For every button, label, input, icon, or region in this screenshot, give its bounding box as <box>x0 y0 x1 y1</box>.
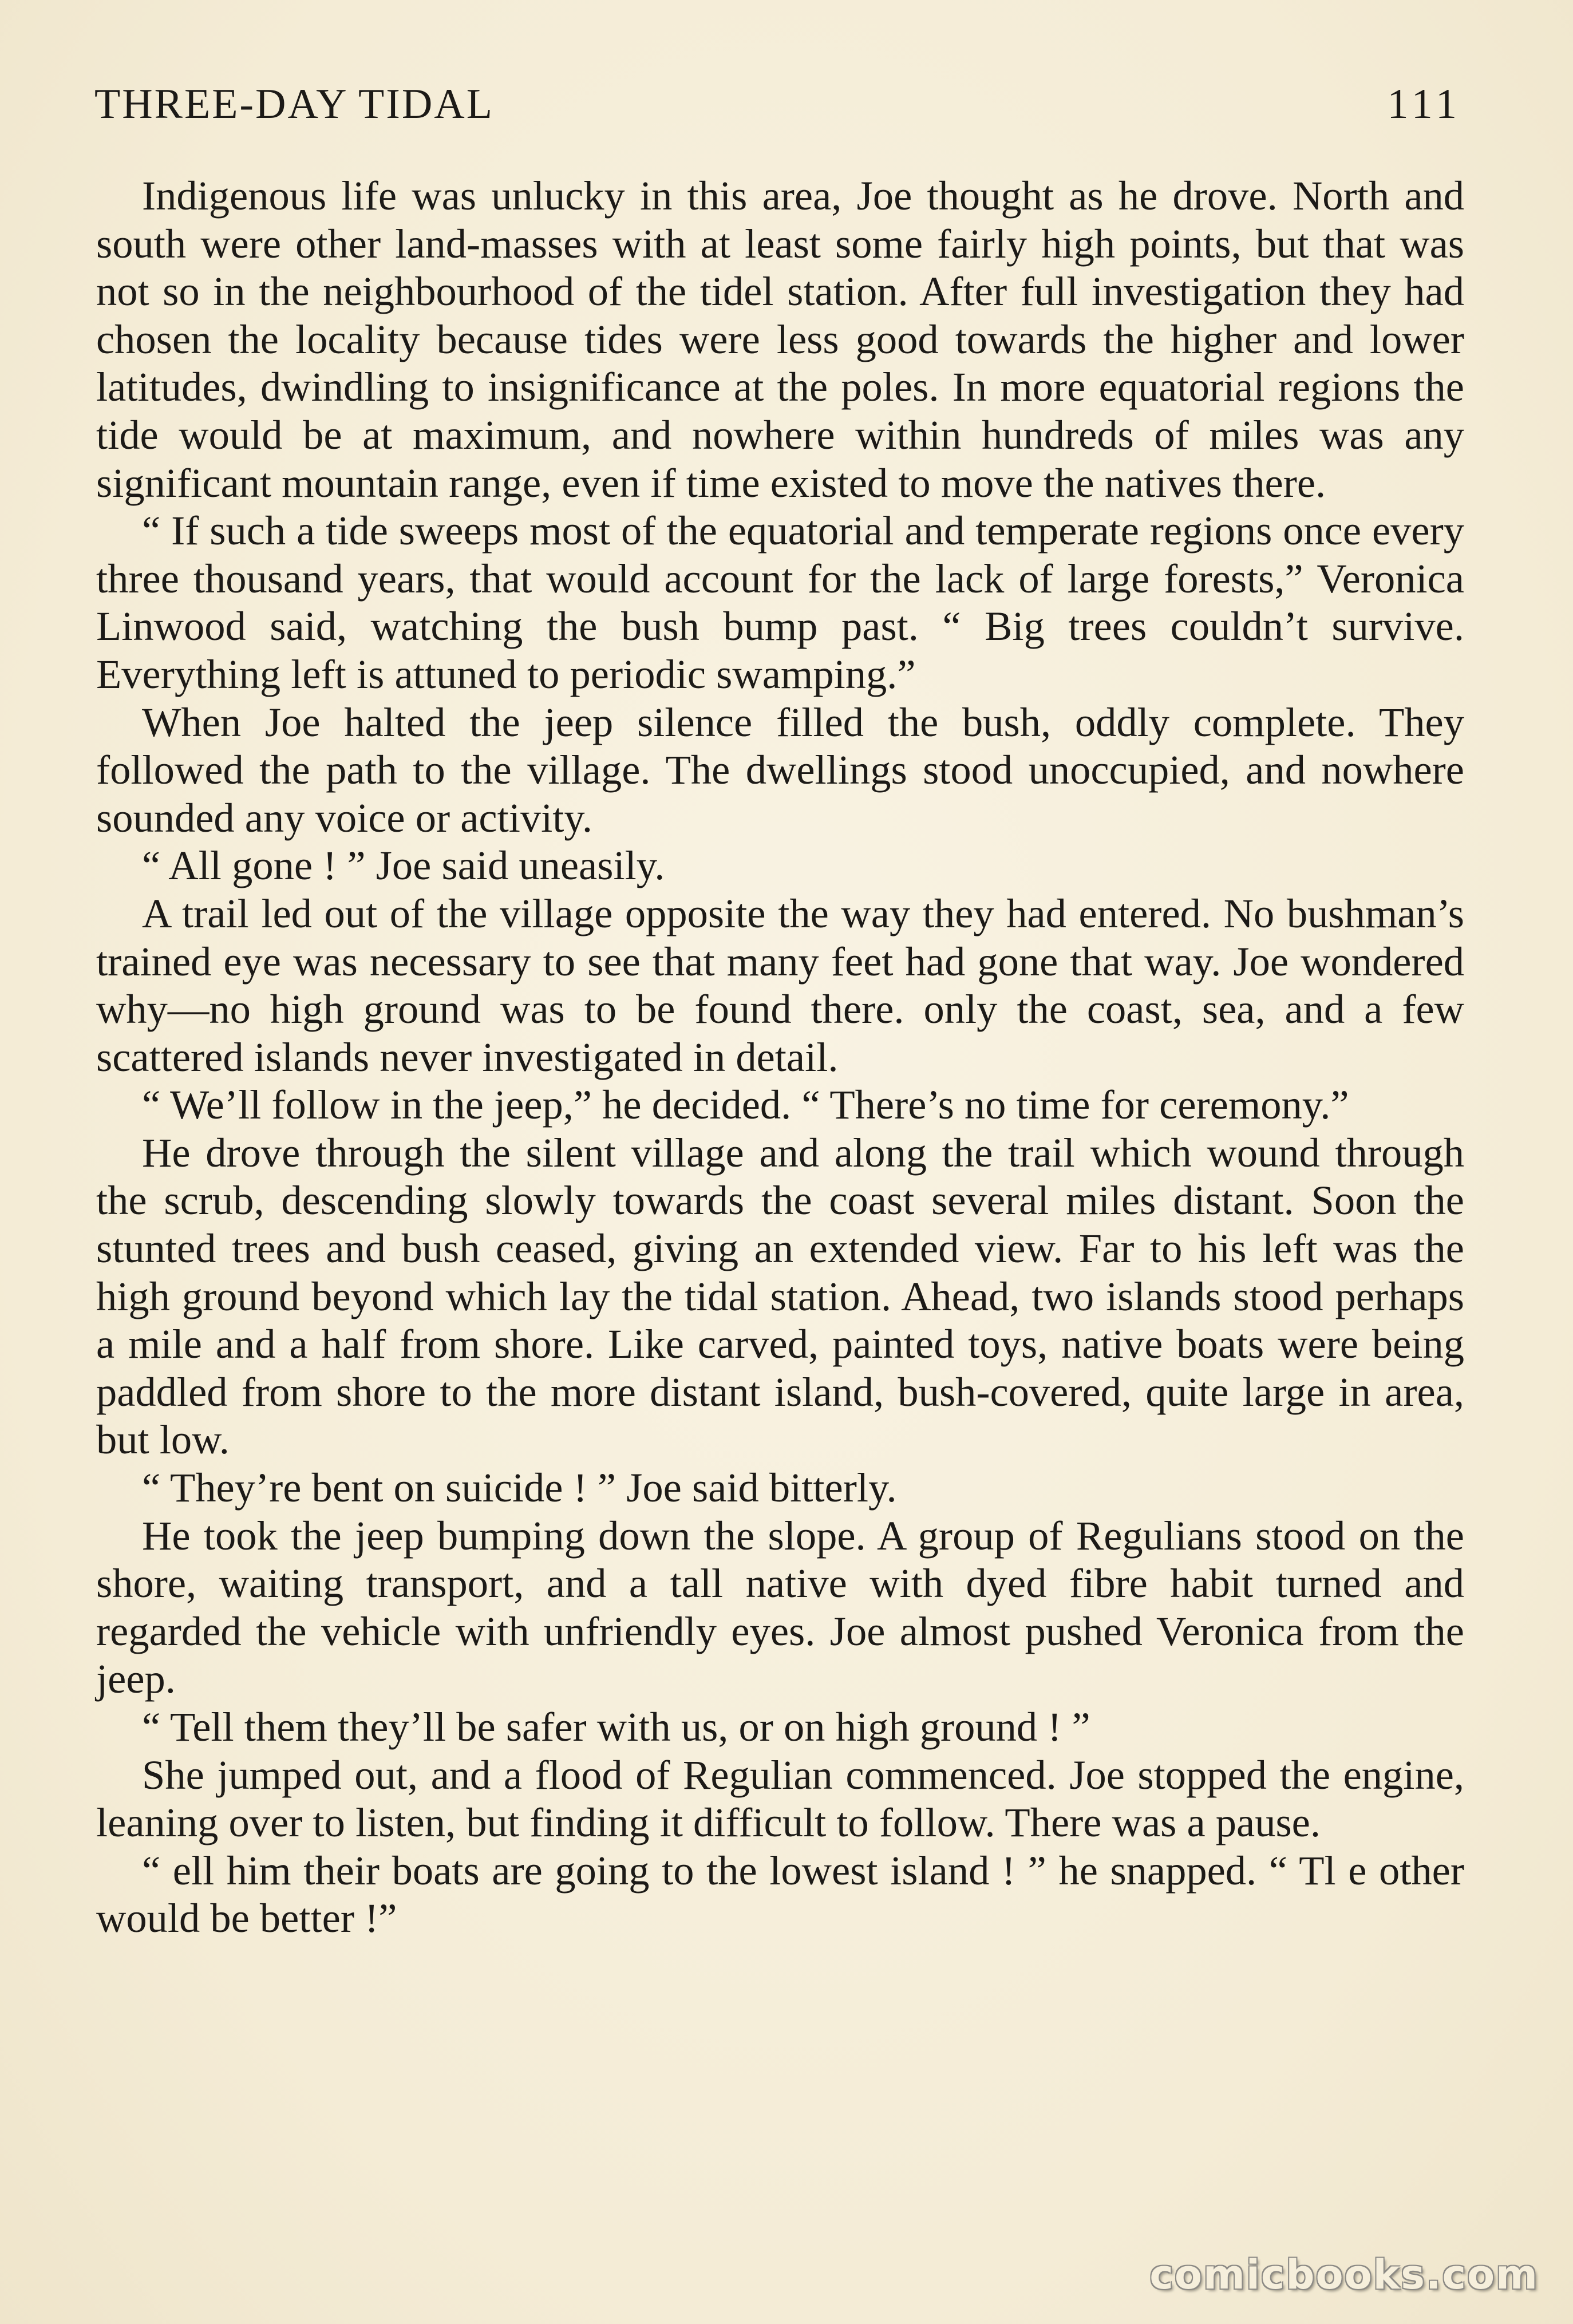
paragraph: He took the jeep bumping down the slope. A group of Regulians stood on the shore, waiting transport, and a tall native with dyed fibre habit turned and regarded the vehicle with unfriendly eyes. Joe almost pushed Veronica from the jeep. <box>96 1512 1464 1702</box>
paragraph: He drove through the silent village and along the trail which wound through the scrub, descending slowly towards the coast several miles distant. Soon the stunted trees and bush ceased, giving an extended view. Far to his left was the high ground beyond which lay the tidal station. Ahead, two islands stood perhaps a mile and a half from shore. Like carved, painted toys, native boats were being paddled from shore to the more distant island, bush-covered, quite large in area, but low. <box>96 1129 1464 1463</box>
paragraph: When Joe halted the jeep silence filled the bush, oddly complete. They followed the path to the village. The dwellings stood unoccupied, and nowhere sounded any voice or activity. <box>96 698 1464 841</box>
paragraph: “ If such a tide sweeps most of the equatorial and temperate regions once every three thousand years, that would account for the lack of large forests,” Veronica Linwood said, watching the bush bump past. “ Big trees couldn’t survive. Everything left is attuned to periodic swamping.” <box>96 507 1464 697</box>
paragraph: “ All gone ! ” Joe said uneasily. <box>142 842 665 889</box>
paragraph: A trail led out of the village opposite the way they had entered. No bushman’s trained eye was necessary to see that many feet had gone that way. Joe wondered why—no high ground was to be found there. only the coast, sea, and a few scattered islands never investigated in detail. <box>96 890 1464 1080</box>
running-title: THREE-DAY TIDAL <box>94 81 494 128</box>
watermark-logo: comicbooks.com <box>1149 2251 1539 2298</box>
running-head <box>94 80 1461 143</box>
paragraph: “ They’re bent on suicide ! ” Joe said bitterly. <box>142 1464 897 1511</box>
paragraph: “ Tell them they’ll be safer with us, or on high ground ! ” <box>142 1704 1090 1750</box>
paragraph: She jumped out, and a flood of Regulian commenced. Joe stopped the engine, leaning over to listen, but finding it difficult to follow. There was a pause. <box>96 1751 1464 1846</box>
paragraph: “ We’ll follow in the jeep,” he decided. “ There’s no time for ceremony.” <box>142 1081 1349 1128</box>
paragraph: Indigenous life was unlucky in this area, Joe thought as he drove. North and south were other land-masses with at least some fairly high points, but that was not so in the neighbourhood of the tidel station. After full investigation they had chosen the locality because tides were less good towards the higher and lower latitudes, dwindling to insignificance at the poles. In more equatorial regions the tide would be at maximum, and nowhere within hundreds of miles was any significant mountain range, even if time existed to move the natives there. <box>96 172 1464 506</box>
page-number: 111 <box>1387 81 1461 128</box>
paragraph: “ ell him their boats are going to the lowest island ! ” he snapped. “ Tl e other would be better !” <box>96 1847 1464 1942</box>
body-text <box>96 172 1464 1942</box>
